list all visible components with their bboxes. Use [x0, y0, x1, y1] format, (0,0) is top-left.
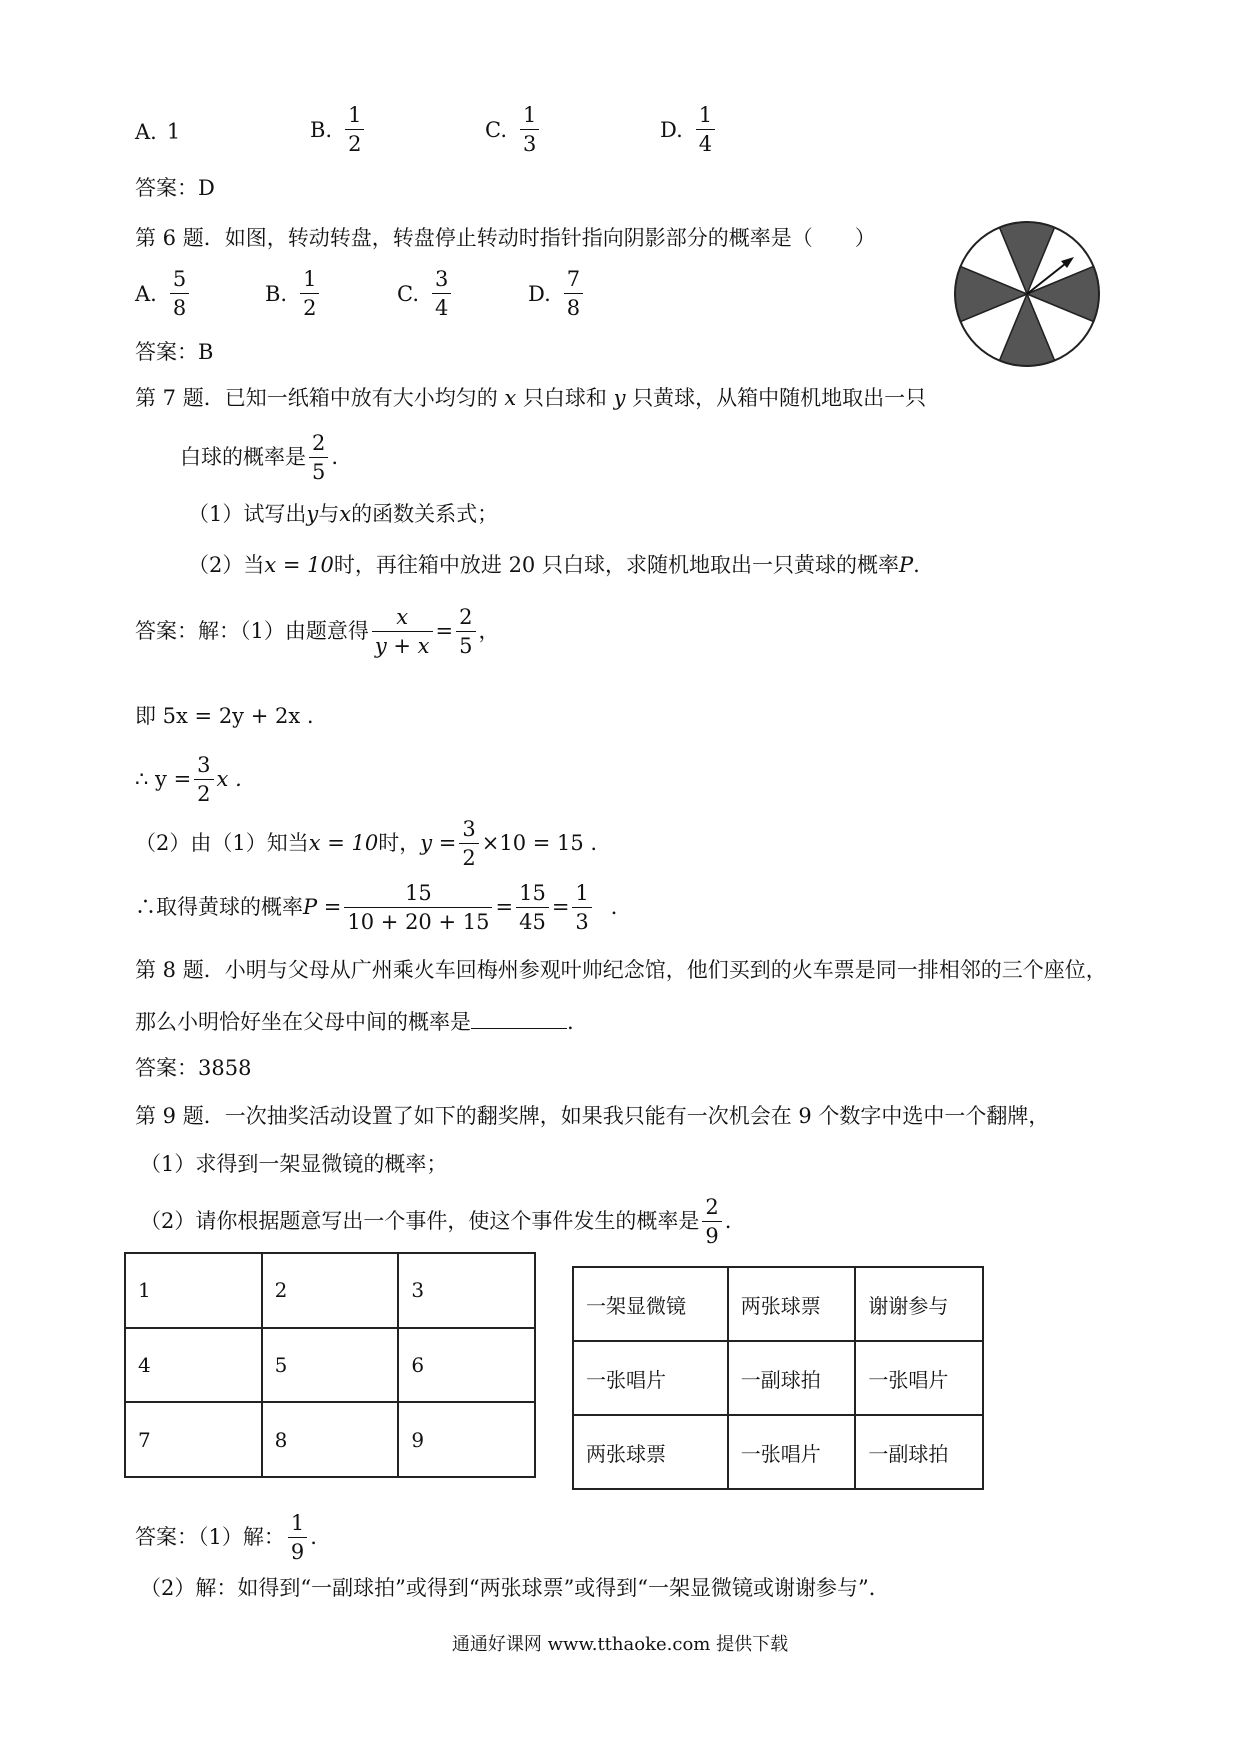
text: （2）当	[188, 553, 265, 577]
var-x: x	[339, 502, 352, 526]
fraction	[309, 432, 328, 483]
prize-cell: 一副球拍	[855, 1415, 983, 1489]
q8-stem-line1: 第 8 题．小明与父母从广州乘火车回梅州参观叶帅纪念馆，他们买到的火车票是同一排相邻的三个座位，	[135, 958, 1107, 982]
number-card: 8	[262, 1402, 399, 1477]
text: （1）试写出	[188, 502, 307, 526]
text: 那么小明恰好坐在父母中间的概率是	[135, 1010, 471, 1034]
q6-option-a	[135, 268, 192, 319]
q7-part1	[188, 504, 498, 525]
prize-cell: 一张唱片	[855, 1341, 983, 1415]
fraction	[456, 606, 475, 657]
numerator: 7	[564, 268, 583, 294]
prize-table	[572, 1266, 984, 1490]
numerator: 15	[516, 882, 549, 908]
table-row	[125, 1253, 535, 1328]
text: 第 7 题．已知一纸箱中放有大小均匀的	[135, 386, 498, 410]
q8-answer: 答案：3858	[135, 1056, 252, 1080]
prize-cell: 两张球票	[573, 1415, 728, 1489]
option-label: C.	[485, 117, 507, 142]
denominator: 2	[197, 782, 211, 807]
prize-cell: 一张唱片	[573, 1341, 728, 1415]
table-row	[573, 1267, 983, 1341]
var-x: x	[504, 386, 517, 410]
numerator: 2	[309, 432, 328, 458]
fraction	[564, 268, 583, 319]
fraction	[572, 882, 591, 933]
table-row	[573, 1341, 983, 1415]
number-card: 3	[398, 1253, 535, 1328]
fraction	[288, 1512, 307, 1563]
q7-answer-line5	[135, 882, 632, 933]
fraction	[520, 104, 539, 155]
text: ∴取得黄球的概率	[135, 895, 303, 920]
numerator: 3	[194, 754, 213, 780]
denominator: 3	[575, 910, 589, 935]
number-card: 1	[125, 1253, 262, 1328]
text: （2）由（1）知当	[135, 831, 309, 856]
numerator: 3	[459, 818, 478, 844]
numerator: 1	[696, 104, 715, 130]
var-y: y	[306, 502, 319, 526]
q7-answer-line1	[135, 606, 500, 657]
fraction	[702, 1196, 721, 1247]
q7-stem-line2	[180, 432, 338, 483]
prize-cell: 一架显微镜	[573, 1267, 728, 1341]
q9-part1: （1）求得到一架显微镜的概率；	[140, 1152, 448, 1176]
text: .	[567, 1010, 574, 1034]
denominator: 8	[172, 296, 187, 321]
text: 时，再往箱中放进 20 只白球，求随机地取出一只黄球的概率	[333, 553, 899, 577]
fraction	[516, 882, 549, 933]
numerator: 15	[344, 882, 492, 908]
number-card: 2	[262, 1253, 399, 1328]
denominator: y + x	[374, 634, 430, 659]
var-p: P	[898, 553, 914, 577]
page-footer: 通通好课网 www.tthaoke.com 提供下载	[451, 1634, 789, 1655]
numerator: 1	[288, 1512, 307, 1538]
text: .	[310, 1525, 317, 1550]
fraction	[432, 268, 451, 319]
q5-answer: 答案：D	[135, 176, 215, 200]
denominator: 5	[459, 634, 473, 659]
number-card-table	[124, 1252, 536, 1478]
answer-blank	[471, 1010, 567, 1029]
q6-option-d	[528, 268, 586, 319]
fraction	[194, 754, 213, 805]
numerator: 1	[572, 882, 591, 908]
table-row	[125, 1402, 535, 1477]
text: =	[495, 895, 514, 920]
denominator: 3	[523, 132, 537, 157]
text: 答案：解：（1）由题意得	[135, 619, 369, 644]
equation: x = 10	[308, 831, 379, 856]
numerator: 1	[345, 104, 364, 130]
q9-stem: 第 9 题．一次抽奖活动设置了如下的翻奖牌，如果我只能有一次机会在 9 个数字中选中一个翻牌，	[135, 1104, 1050, 1128]
text: 的函数关系式；	[351, 502, 499, 526]
fraction	[170, 268, 189, 319]
denominator: 8	[566, 296, 581, 321]
denominator: 45	[519, 910, 546, 935]
q5-option-b	[310, 104, 367, 155]
option-label: A.	[135, 119, 157, 144]
equation: x = 10	[264, 553, 334, 577]
number-card: 5	[262, 1328, 399, 1403]
prize-cell: 谢谢参与	[855, 1267, 983, 1341]
text: P =	[303, 895, 342, 920]
denominator: 9	[290, 1540, 305, 1565]
spinner-figure	[948, 214, 1122, 374]
text: .	[724, 1209, 732, 1234]
q7-answer-line3	[135, 754, 242, 805]
option-label: D.	[528, 281, 551, 306]
q5-option-c	[485, 104, 542, 155]
denominator: 2	[462, 846, 476, 871]
text: =	[551, 895, 570, 920]
numerator: x	[372, 606, 433, 632]
text: 白球的概率是	[180, 445, 306, 470]
fraction	[344, 882, 492, 933]
numerator: 5	[170, 268, 189, 294]
q6-option-c	[397, 268, 454, 319]
option-label: B.	[310, 117, 333, 142]
text: ∴ y =	[135, 767, 192, 792]
denominator: 2	[348, 132, 362, 157]
fraction	[696, 104, 715, 155]
table-row	[125, 1328, 535, 1403]
q8-stem-line2	[135, 1010, 574, 1033]
q7-stem	[135, 388, 926, 409]
fraction	[345, 104, 364, 155]
denominator: 5	[312, 460, 326, 485]
q5-option-d	[660, 104, 718, 155]
denominator: 2	[303, 296, 317, 321]
q9-answer-line2: （2）解：如得到“一副球拍”或得到“两张球票”或得到“一架显微镜或谢谢参与”．	[140, 1576, 890, 1600]
text: 与	[318, 502, 340, 526]
number-card: 4	[125, 1328, 262, 1403]
q9-answer-line1	[135, 1512, 317, 1563]
number-card: 6	[398, 1328, 535, 1403]
table-row	[573, 1415, 983, 1489]
fraction	[459, 818, 478, 869]
q6-option-b	[265, 268, 322, 319]
prize-cell: 一张唱片	[728, 1415, 856, 1489]
numerator: 2	[456, 606, 475, 632]
q7-part2	[188, 555, 920, 576]
number-card: 7	[125, 1402, 262, 1477]
denominator: 4	[698, 132, 713, 157]
q6-answer: 答案：B	[135, 340, 214, 364]
text: 只黄球，从箱中随机地取出一只	[632, 386, 927, 410]
text: .	[331, 445, 339, 470]
numerator: 1	[520, 104, 539, 130]
numerator: 2	[702, 1196, 721, 1222]
text: x .	[216, 767, 242, 792]
prize-cell: 一副球拍	[728, 1341, 856, 1415]
numerator: 1	[300, 268, 319, 294]
prize-cell: 两张球票	[728, 1267, 856, 1341]
fraction	[372, 606, 433, 657]
q9-part2	[140, 1196, 731, 1247]
text: ，	[478, 619, 500, 644]
fraction	[300, 268, 319, 319]
denominator: 10 + 20 + 15	[347, 910, 490, 935]
text: y =	[420, 831, 457, 856]
q7-answer-line4	[135, 818, 597, 869]
q6-stem: 第 6 题．如图，转动转盘，转盘停止转动时指针指向阴影部分的概率是（ ）	[135, 226, 876, 250]
option-value: 1	[166, 119, 181, 144]
text: =	[435, 619, 454, 644]
denominator: 9	[705, 1224, 719, 1249]
q7-answer-line2: 即 5x = 2y + 2x .	[135, 704, 314, 728]
text: 只白球和	[522, 386, 607, 410]
text: 时，	[378, 831, 421, 856]
number-card: 9	[398, 1402, 535, 1477]
numerator: 3	[432, 268, 451, 294]
text: 答案：（1）解：	[135, 1525, 285, 1550]
option-label: A.	[135, 281, 157, 306]
var-y: y	[613, 386, 626, 410]
q5-option-a	[135, 118, 180, 144]
text: ．	[610, 895, 632, 920]
text: .	[913, 553, 920, 577]
option-label: D.	[660, 117, 683, 142]
option-label: C.	[397, 281, 419, 306]
option-label: B.	[265, 281, 288, 306]
denominator: 4	[435, 296, 449, 321]
text: ×10 = 15 .	[481, 831, 598, 856]
text: （2）请你根据题意写出一个事件，使这个事件发生的概率是	[140, 1209, 700, 1234]
